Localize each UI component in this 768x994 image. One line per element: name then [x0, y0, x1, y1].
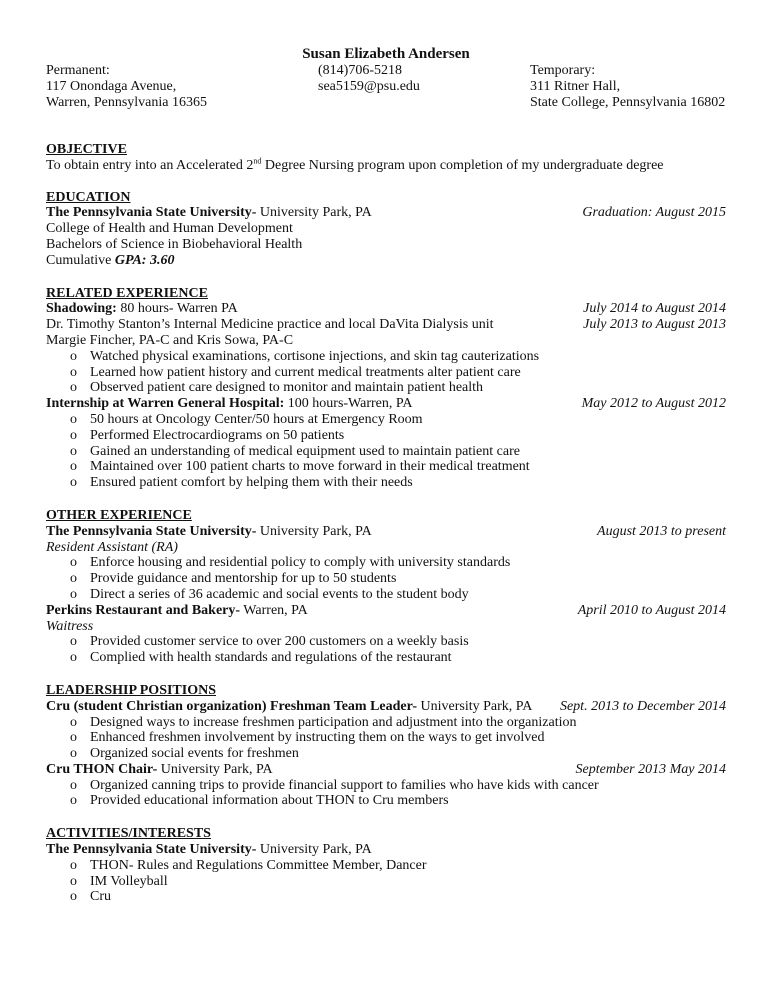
objective-text-part: Degree Nursing program upon completion of my undergraduate degree [261, 157, 664, 173]
bullet-icon: o [70, 459, 77, 475]
bullet-icon: o [70, 650, 77, 666]
list-item [46, 459, 726, 475]
gpa-prefix: Cumulative [46, 252, 115, 268]
bullet-icon: o [70, 746, 77, 762]
experience-location: 100 hours-Warren, PA [284, 396, 413, 412]
bullet-icon: o [70, 348, 77, 364]
list-item-text: Cru [90, 889, 111, 905]
bullet-list [46, 555, 726, 602]
temporary-street: 311 Ritner Hall, [530, 78, 621, 94]
permanent-label: Permanent: [46, 63, 110, 78]
bullet-icon: o [70, 730, 77, 746]
bullet-icon: o [70, 857, 77, 873]
section-title: ACTIVITIES/INTERESTS [46, 826, 211, 842]
list-item-text: Direct a series of 36 academic and social events to the student body [90, 586, 469, 602]
college-name: College of Health and Human Development [46, 221, 293, 237]
bullet-list [46, 715, 726, 762]
bullet-icon: o [70, 571, 77, 587]
list-item [46, 349, 726, 365]
list-item-text: Gained an understanding of medical equipment used to maintain patient care [90, 443, 520, 459]
experience-title: Cru THON Chair- [46, 761, 158, 777]
temporary-label: Temporary: [530, 63, 596, 78]
list-item [46, 428, 726, 444]
ordinal-suffix: nd [253, 156, 262, 166]
degree-name: Bachelors of Science in Biobehavioral Health [46, 236, 303, 252]
list-item [46, 650, 726, 666]
bullet-icon: o [70, 586, 77, 602]
list-item [46, 380, 726, 396]
bullet-icon: o [70, 634, 77, 650]
permanent-street: 117 Onondaga Avenue, [46, 78, 177, 94]
list-item-text: Provide guidance and mentorship for up to 50 students [90, 571, 397, 587]
list-item [46, 889, 726, 905]
bullet-icon: o [70, 555, 77, 571]
bullet-icon: o [70, 889, 77, 905]
temporary-city: State College, Pennsylvania 16802 [530, 94, 726, 110]
experience-location: Warren, PA [240, 602, 308, 618]
phone-number: (814)706-5218 [318, 63, 402, 78]
experience-location: University Park, PA [417, 698, 533, 714]
experience-detail: Margie Fincher, PA-C and Kris Sowa, PA-C [46, 332, 294, 348]
list-item [46, 715, 726, 731]
list-item-text: Enhanced freshmen involvement by instructing them on the ways to get involved [90, 730, 545, 746]
experience-entry-header [46, 699, 726, 715]
experience-date: August 2013 to present [597, 523, 726, 539]
gpa-line [46, 253, 726, 269]
experience-title: Internship at Warren General Hospital: [46, 396, 285, 412]
list-item [46, 858, 726, 874]
list-item-text: Enforce housing and residential policy to comply with university standards [90, 555, 511, 571]
experience-entry-header [46, 524, 726, 540]
temporary-address [530, 63, 725, 110]
experience-date: September 2013 May 2014 [575, 761, 726, 777]
bullet-icon: o [70, 777, 77, 793]
list-item [46, 412, 726, 428]
bullet-icon: o [70, 443, 77, 459]
list-item-text: THON- Rules and Regulations Committee Member, Dancer [90, 857, 427, 873]
list-item [46, 793, 726, 809]
list-item-text: Organized canning trips to provide financial support to families who have kids with cancer [90, 777, 599, 793]
list-item-text: Complied with health standards and regulations of the restaurant [90, 650, 452, 666]
list-item-text: Watched physical examinations, cortisone injections, and skin tag cauterizations [90, 348, 540, 364]
bullet-icon: o [70, 793, 77, 809]
objective-text-part: To obtain entry into an Accelerated 2 [46, 157, 254, 173]
contact-block [46, 63, 726, 111]
experience-title: Perkins Restaurant and Bakery- [46, 602, 241, 618]
list-item [46, 571, 726, 587]
bullet-icon: o [70, 475, 77, 491]
bullet-icon: o [70, 364, 77, 380]
list-item [46, 874, 726, 890]
other-experience-section [46, 508, 726, 666]
permanent-city: Warren, Pennsylvania 16365 [46, 94, 207, 110]
bullet-icon: o [70, 714, 77, 730]
objective-section [46, 142, 726, 174]
bullet-list [46, 778, 726, 810]
experience-entry-header [46, 396, 726, 412]
experience-location: University Park, PA [256, 523, 372, 539]
experience-date: May 2012 to August 2012 [581, 396, 726, 412]
resume-page [46, 46, 726, 905]
section-title: OTHER EXPERIENCE [46, 507, 192, 523]
permanent-address [46, 63, 207, 110]
experience-title: Shadowing: [46, 301, 117, 317]
list-item-text: Learned how patient history and current medical treatments alter patient care [90, 364, 521, 380]
list-item-text: Maintained over 100 patient charts to move forward in their medical treatment [90, 459, 530, 475]
graduation-date: Graduation: August 2015 [582, 205, 726, 221]
list-item-text: Provided customer service to over 200 customers on a weekly basis [90, 634, 469, 650]
list-item [46, 587, 726, 603]
organization-location: University Park, PA [256, 842, 372, 858]
experience-location: 80 hours- Warren PA [116, 301, 238, 317]
list-item [46, 746, 726, 762]
experience-date: Sept. 2013 to December 2014 [559, 698, 726, 714]
section-title: OBJECTIVE [46, 142, 127, 157]
school-location: University Park, PA [256, 205, 372, 221]
list-item-text: Performed Electrocardiograms on 50 patients [90, 427, 345, 443]
bullet-icon: o [70, 873, 77, 889]
list-item-text: IM Volleyball [90, 873, 168, 889]
section-title: EDUCATION [46, 189, 131, 205]
experience-entry-header [46, 603, 726, 619]
list-item-text: Organized social events for freshmen [90, 746, 299, 762]
list-item-text: Designed ways to increase freshmen participation and adjustment into the organization [90, 714, 577, 730]
list-item-text: Observed patient care designed to monitor and maintain patient health [90, 380, 484, 396]
related-experience-section [46, 286, 726, 491]
candidate-name: Susan Elizabeth Andersen [302, 46, 470, 62]
list-item-text: Provided educational information about THON to Cru members [90, 793, 449, 809]
experience-title: Cru (student Christian organization) Freshman Team Leader- [46, 698, 417, 714]
bullet-list [46, 349, 726, 396]
organization-name: The Pennsylvania State University- [46, 842, 257, 858]
gpa-value: GPA: 3.60 [114, 252, 175, 268]
activities-entry-header [46, 842, 726, 858]
section-title: LEADERSHIP POSITIONS [46, 682, 216, 698]
experience-date: April 2010 to August 2014 [577, 602, 726, 618]
bullet-list [46, 412, 726, 491]
education-section [46, 190, 726, 269]
leadership-section [46, 683, 726, 809]
bullet-icon: o [70, 411, 77, 427]
contact-info [318, 63, 420, 95]
bullet-icon: o [70, 380, 77, 396]
education-entry-header [46, 205, 726, 221]
bullet-icon: o [70, 427, 77, 443]
experience-entry-header [46, 762, 726, 778]
list-item-text: Ensured patient comfort by helping them with their needs [90, 475, 413, 491]
experience-detail: Dr. Timothy Stanton’s Internal Medicine practice and local DaVita Dialysis unit [46, 317, 494, 333]
experience-subentry [46, 317, 726, 333]
email-address: sea5159@psu.edu [318, 78, 420, 94]
role-title: Waitress [46, 618, 94, 634]
objective-text [46, 158, 726, 174]
bullet-list [46, 858, 726, 905]
experience-date: July 2014 to August 2014 [583, 301, 726, 317]
list-item-text: 50 hours at Oncology Center/50 hours at Emergency Room [90, 411, 423, 427]
section-title: RELATED EXPERIENCE [46, 285, 208, 301]
school-name: The Pennsylvania State University- [46, 205, 257, 221]
list-item [46, 365, 726, 381]
activities-section [46, 826, 726, 905]
role-title: Resident Assistant (RA) [46, 539, 178, 555]
list-item [46, 730, 726, 746]
list-item [46, 555, 726, 571]
experience-location: University Park, PA [157, 761, 273, 777]
experience-entry-header [46, 301, 726, 317]
list-item [46, 444, 726, 460]
list-item [46, 634, 726, 650]
list-item [46, 778, 726, 794]
experience-title: The Pennsylvania State University- [46, 523, 257, 539]
list-item [46, 475, 726, 491]
bullet-list [46, 634, 726, 666]
experience-date: July 2013 to August 2013 [583, 317, 726, 333]
